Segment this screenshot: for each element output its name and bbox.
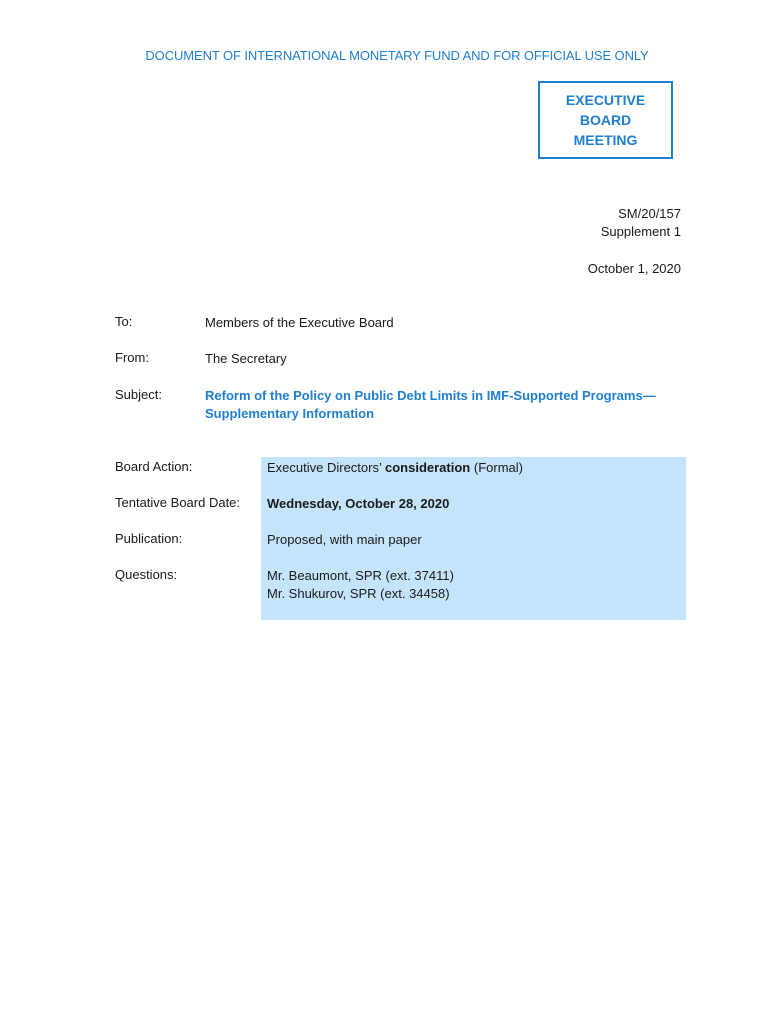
to-label: To: [115, 314, 133, 329]
board-action-value [267, 459, 523, 477]
question-contact-1: Mr. Beaumont, SPR (ext. 37411) [267, 568, 454, 583]
board-action-suffix: (Formal) [470, 460, 523, 475]
from-label: From: [115, 350, 149, 365]
to-value: Members of the Executive Board [205, 315, 394, 330]
board-date-label: Tentative Board Date: [115, 495, 241, 510]
meeting-box-line-2: BOARD [579, 112, 632, 128]
meeting-box-line-1: EXECUTIVE [565, 92, 646, 108]
subject-line-2: Supplementary Information [205, 406, 375, 421]
questions-value [267, 567, 454, 603]
meeting-box-line-3: MEETING [573, 132, 638, 148]
from-value: The Secretary [205, 351, 287, 366]
executive-board-meeting-box [538, 81, 673, 159]
document-code: SM/20/157 [618, 206, 681, 221]
subject-label: Subject: [115, 387, 162, 402]
board-action-prefix: Executive Directors’ [267, 460, 385, 475]
board-action-bold: consideration [385, 460, 471, 475]
document-date: October 1, 2020 [587, 261, 681, 276]
supplement-number: Supplement 1 [600, 224, 681, 239]
board-date-value: Wednesday, October 28, 2020 [267, 496, 450, 511]
board-action-label: Board Action: [115, 459, 193, 474]
questions-label: Questions: [115, 567, 178, 582]
publication-label: Publication: [115, 531, 183, 546]
subject-line-1: Reform of the Policy on Public Debt Limits in IMF-Supported Programs— [205, 388, 656, 403]
publication-value: Proposed, with main paper [267, 532, 422, 547]
question-contact-2: Mr. Shukurov, SPR (ext. 34458) [267, 586, 450, 601]
classification-banner: DOCUMENT OF INTERNATIONAL MONETARY FUND AND FOR OFFICIAL USE ONLY [145, 48, 649, 63]
subject-value [205, 387, 675, 423]
